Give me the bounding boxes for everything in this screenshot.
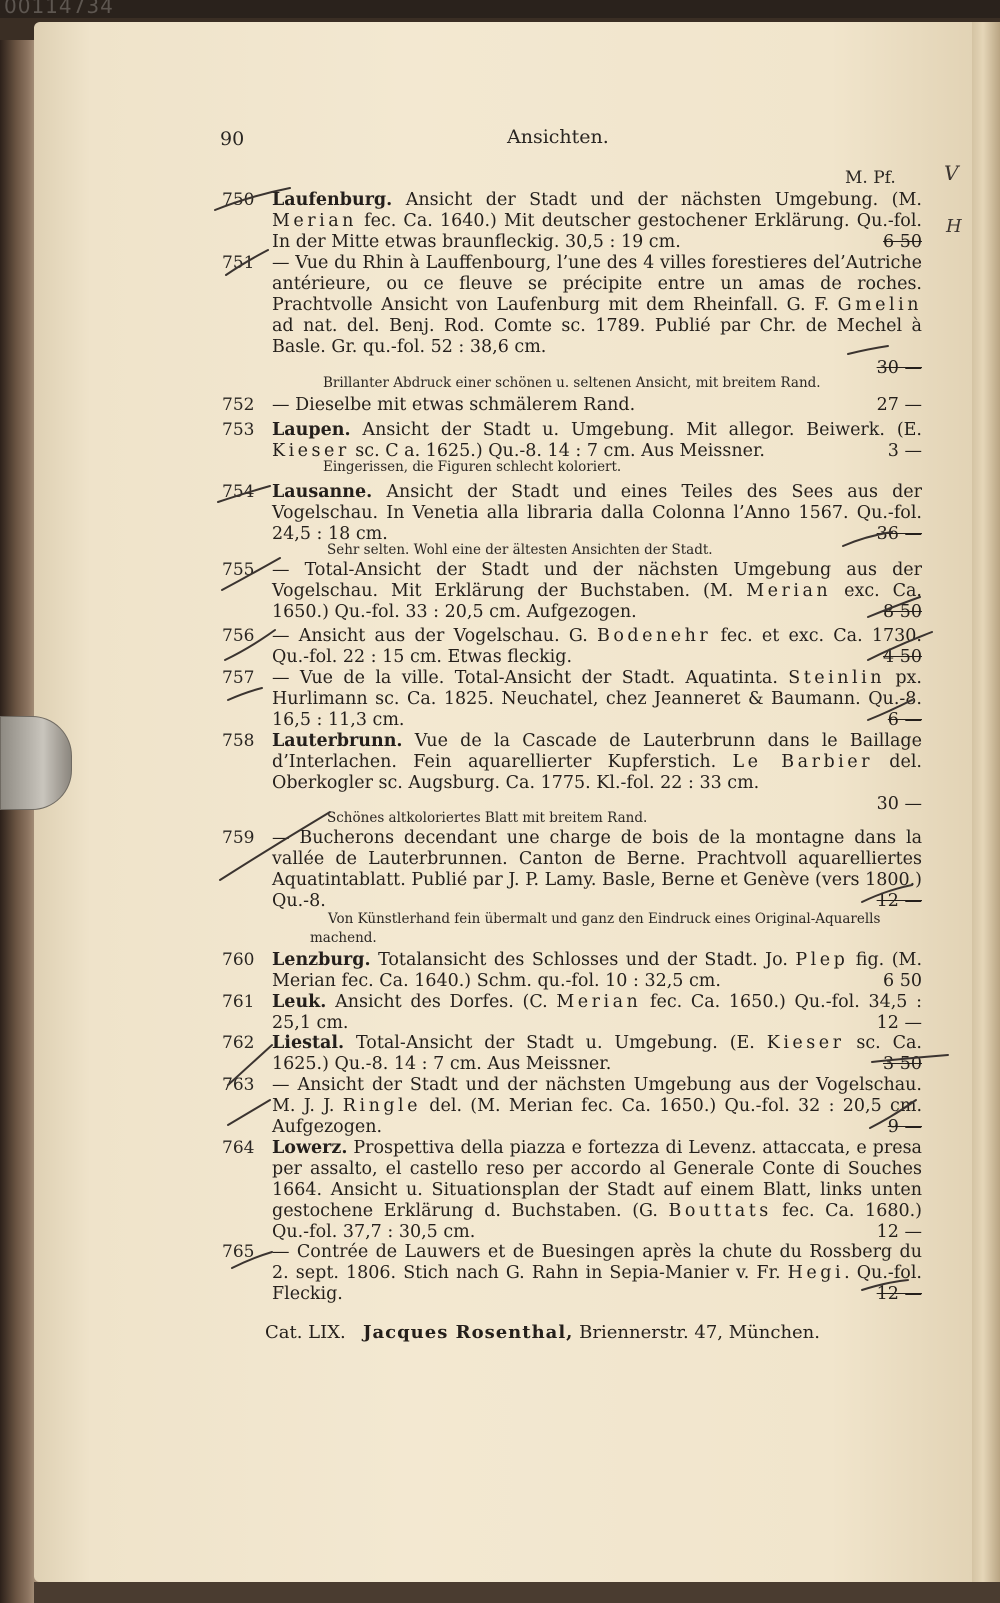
page-number: 90 [220, 128, 245, 150]
artist-name: Gmelin [837, 295, 922, 315]
entry-text: — Bucherons decendant une charge de bois de la montagne dans la vallée de Lauterbrunnen. Canton de Berne. Prachtvoll aquarelliertes Aquatintablatt. Publié par J. P. Lamy. Basle, Berne et Genève (vers 1800.) Qu.-8. [272, 828, 922, 911]
metal-clip [0, 716, 72, 810]
publisher-address: Briennerstr. 47, München. [579, 1322, 821, 1343]
entry-text: — Contrée de Lauwers et de Buesingen après la chute du Rossberg du 2. sept. 1806. Stich nach G. Rahn in Sepia-Manier v. Fr. [272, 1242, 922, 1283]
artist-name: Le Barbier [732, 752, 873, 772]
catalog-number: Cat. LIX. [265, 1322, 346, 1343]
entry-text: Totalansicht des Schlosses und der Stadt. Jo. [370, 950, 796, 970]
place-name: Lausanne. [272, 482, 373, 502]
list-item [222, 668, 922, 731]
list-item [222, 1075, 922, 1138]
price: 3 50 [883, 1054, 922, 1074]
lot-number: 752 [222, 395, 255, 415]
scan-number: 00114734 [4, 0, 114, 18]
artist-name: Kieser [272, 441, 350, 461]
entry-text: fec. et exc. Ca. 1730. Qu.-fol. 22 : 15 cm. Etwas fleckig. [272, 626, 922, 667]
place-name: Lenzburg. [272, 950, 371, 970]
lot-number: 756 [222, 626, 255, 646]
price: 6 — [887, 710, 922, 730]
publisher-name: Jacques Rosenthal, [362, 1322, 574, 1343]
price: 6 50 [883, 232, 922, 252]
list-item [222, 992, 922, 1034]
list-item [222, 1138, 922, 1243]
entry-text: sc. Ca. 1625.) Qu.-8. 14 : 7 cm. Aus Meissner. [272, 1033, 922, 1074]
price: 3 — [887, 441, 922, 461]
price: 9 — [887, 1117, 922, 1137]
price: 12 — [876, 891, 922, 911]
entry-text: — Vue du Rhin à Lauffenbourg, l’une des 4 villes forestieres del’Autriche antérieure, ou ce fleuve se précipite entre un amas de roches. Prachtvolle Ansicht von Laufenburg mit dem Rheinfall. G. F. [272, 253, 922, 315]
entry-text: fig. (M. Merian fec. Ca. 1640.) Schm. qu.-fol. 10 : 32,5 cm. [272, 950, 923, 991]
price: 4 50 [883, 647, 922, 667]
lot-number: 751 [222, 253, 255, 273]
price: 36 — [876, 524, 922, 544]
place-name: Lowerz. [272, 1138, 348, 1158]
lot-number: 759 [222, 828, 255, 848]
list-item [222, 190, 922, 253]
lot-number: 760 [222, 950, 255, 970]
entry-text: px. Hurlimann sc. Ca. 1825. Neuchatel, chez Jeanneret & Baumann. Qu.-8. 16,5 : 11,3 cm. [272, 668, 922, 730]
entry-text: Ansicht des Dorfes. (C. [326, 992, 557, 1012]
list-item [222, 1033, 922, 1075]
artist-name: Merian [556, 992, 642, 1012]
list-item [222, 731, 922, 815]
margin-mark: V [944, 161, 959, 185]
lot-number: 762 [222, 1033, 255, 1053]
price: 8 50 [883, 602, 922, 622]
artist-name: Steinlin [788, 668, 885, 688]
entry-note: Brillanter Abdruck einer schönen u. seltenen Ansicht, mit breitem Rand. [323, 375, 821, 391]
place-name: Laupen. [272, 420, 351, 440]
entry-note: Schönes altkoloriertes Blatt mit breitem Rand. [327, 810, 648, 826]
list-item [222, 626, 922, 668]
price: 6 50 [883, 971, 922, 991]
running-title: Ansichten. [507, 126, 609, 148]
entry-note: Eingerissen, die Figuren schlecht koloriert. [323, 459, 622, 475]
place-name: Leuk. [272, 992, 327, 1012]
book-bottom [34, 1582, 1000, 1603]
entry-text: sc. C a. 1625.) Qu.-8. 14 : 7 cm. Aus Meissner. [349, 441, 765, 461]
list-item [222, 420, 922, 462]
list-item [222, 828, 922, 912]
price: 12 — [876, 1284, 922, 1304]
entry-text: del. (M. Merian fec. Ca. 1650.) Qu.-fol. 32 : 20,5 cm. Aufgezogen. [272, 1096, 923, 1137]
artist-name: Plep [795, 950, 849, 970]
entry-text: — Vue de la ville. Total-Ansicht der Stadt. Aquatinta. [272, 668, 789, 688]
lot-number: 753 [222, 420, 255, 440]
entry-text: fec. Ca. 1640.) Mit deutscher gestochener Erklärung. Qu.-fol. In der Mitte etwas braunfleckig. 30,5 : 19 cm. [272, 211, 922, 252]
entry-text: Ansicht der Stadt und der nächsten Umgebung. (M. [392, 190, 922, 210]
list-item [222, 253, 922, 379]
entry-text: Vue de la Cascade de Lauterbrunn dans le Baillage d’Interlachen. Fein aquarellierter Kupferstich. [272, 731, 922, 772]
entry-text: fec. Ca. 1680.) Qu.-fol. 37,7 : 30,5 cm. [272, 1201, 922, 1242]
entry-text: . Qu.-fol. Fleckig. [272, 1263, 922, 1304]
entry-text: Prospettiva della piazza e fortezza di Levenz. attaccata, e presa per assalto, el castello reso per accordo al Generale Conte di Souches 1664. Ansicht u. Situationsplan der Stadt auf einem Blatt, links unten gestochene Erklärung d. Buchstaben. (G. [272, 1138, 922, 1221]
entry-note: Von Künstlerhand fein übermalt und ganz den Eindruck eines Original-Aquarells machend. [310, 911, 881, 946]
entry-text: exc. Ca. 1650.) Qu.-fol. 33 : 20,5 cm. Aufgezogen. [272, 581, 922, 622]
place-name: Liestal. [272, 1033, 345, 1053]
price: 27 — [876, 395, 922, 415]
lot-number: 761 [222, 992, 255, 1012]
place-name: Lauterbrunn. [272, 731, 403, 751]
list-item [222, 395, 922, 416]
lot-number: 750 [222, 190, 255, 210]
price: 30 — [876, 794, 922, 814]
price: 12 — [876, 1222, 922, 1242]
lot-number: 754 [222, 482, 255, 502]
lot-number: 758 [222, 731, 255, 751]
price: 12 — [876, 1013, 922, 1033]
place-name: Laufenburg. [272, 190, 393, 210]
lot-number: 764 [222, 1138, 255, 1158]
entry-text: Ansicht der Stadt u. Umgebung. Mit allegor. Beiwerk. (E. [350, 420, 922, 440]
price: 30 — [876, 358, 922, 378]
entry-text: — Ansicht aus der Vogelschau. G. [272, 626, 597, 646]
list-item [222, 560, 922, 623]
entry-text: — Ansicht der Stadt und der nächsten Umgebung aus der Vogelschau. M. J. J. [272, 1075, 922, 1116]
currency-header: M. Pf. [845, 168, 896, 188]
entry-text: Ansicht der Stadt und eines Teiles des Sees aus der Vogelschau. In Venetia alla libraria dalla Colonna l’Anno 1567. Qu.-fol. 24,5 : 18 cm. [272, 482, 922, 544]
artist-name: Hegi [787, 1263, 845, 1283]
lot-number: 765 [222, 1242, 255, 1262]
entry-note: Sehr selten. Wohl eine der ältesten Ansichten der Stadt. [327, 542, 713, 558]
entry-text: fec. Ca. 1650.) Qu.-fol. 34,5 : 25,1 cm. [272, 992, 922, 1033]
artist-name: Merian [746, 581, 832, 601]
entry-text: del. Oberkogler sc. Augsburg. Ca. 1775. Kl.-fol. 22 : 33 cm. [272, 752, 922, 793]
lot-number: 757 [222, 668, 255, 688]
artist-name: Merian [272, 211, 357, 231]
list-item [222, 1242, 922, 1305]
artist-name: Kieser [766, 1033, 845, 1053]
entry-text: — Dieselbe mit etwas schmälerem Rand. [272, 395, 636, 415]
margin-mark: H [946, 216, 962, 237]
list-item [222, 482, 922, 545]
artist-name: Bodenehr [597, 626, 712, 646]
list-item [222, 950, 922, 992]
lot-number: 755 [222, 560, 255, 580]
entry-text: Total-Ansicht der Stadt u. Umgebung. (E. [344, 1033, 767, 1053]
entry-text: — Total-Ansicht der Stadt und der nächsten Umgebung aus der Vogelschau. Mit Erklärung der Buchstaben. (M. [272, 560, 922, 601]
page-footer [265, 1322, 820, 1343]
entry-text: ad nat. del. Benj. Rod. Comte sc. 1789. Publié par Chr. de Mechel à Basle. Gr. qu.-fol. 52 : 38,6 cm. [272, 316, 922, 357]
scan-top-bar [0, 0, 1000, 18]
lot-number: 763 [222, 1075, 255, 1095]
artist-name: Ringle [342, 1096, 421, 1116]
artist-name: Bouttats [668, 1201, 772, 1221]
